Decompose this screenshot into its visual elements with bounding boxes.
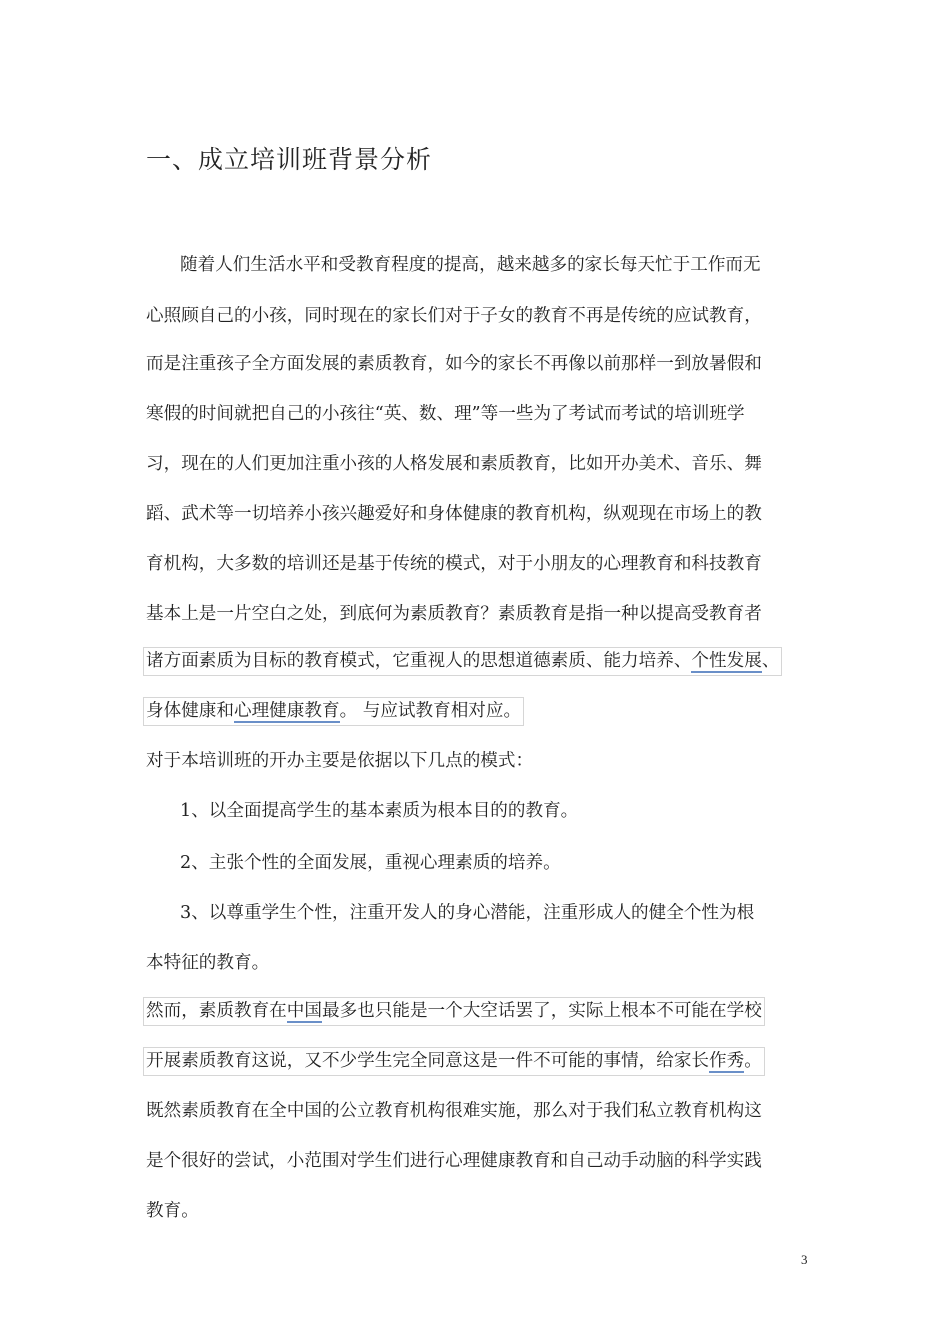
paragraph-line: 基本上是一片空白之处，到底何为素质教育？素质教育是指一种以提高受教育者 bbox=[146, 604, 762, 624]
paragraph-line: 是个很好的尝试，小范围对学生们进行心理健康教育和自己动手动脑的科学实践 bbox=[146, 1151, 762, 1171]
paragraph-line: 心照顾自己的小孩，同时现在的家长们对于子女的教育不再是传统的应试教育， bbox=[146, 306, 762, 326]
hyperlink-mental-health-education[interactable]: 心理健康教育 bbox=[233, 701, 340, 721]
paragraph-line: 随着人们生活水平和受教育程度的提高，越来越多的家长每天忙于工作而无 bbox=[180, 255, 761, 275]
hyperlink-personality-development[interactable]: 个性发展 bbox=[691, 651, 762, 671]
list-item-continuation: 本特征的教育。 bbox=[146, 953, 270, 973]
list-item: 2、主张个性的全面发展，重视心理素质的培养。 bbox=[180, 853, 561, 873]
hyperlink-china[interactable]: 中国 bbox=[286, 1001, 322, 1021]
paragraph-line: 蹈、武术等一切培养小孩兴趣爱好和身体健康的教育机构，纵观现在市场上的教 bbox=[146, 504, 762, 524]
paragraph-line: 育机构，大多数的培训还是基于传统的模式，对于小朋友的心理教育和科技教育 bbox=[146, 554, 762, 574]
paragraph-line: 既然素质教育在全中国的公立教育机构很难实施，那么对于我们私立教育机构这 bbox=[146, 1101, 762, 1121]
comment-highlight: 开展素质教育这说，又不少学生完全同意这是一件不可能的事情，给家长作秀。 bbox=[143, 1047, 765, 1076]
comment-highlight: 诸方面素质为目标的教育模式，它重视人的思想道德素质、能力培养、个性发展、 bbox=[143, 647, 782, 676]
paragraph-line bbox=[146, 650, 782, 672]
comment-highlight: 身体健康和心理健康教育。 与应试教育相对应。 bbox=[143, 697, 524, 726]
section-heading: 一、成立培训班背景分析 bbox=[146, 145, 433, 174]
paragraph-line bbox=[146, 700, 524, 722]
paragraph-line: 教育。 bbox=[146, 1201, 199, 1221]
list-item: 3、以尊重学生个性，注重开发人的身心潜能，注重形成人的健全个性为根 bbox=[180, 903, 755, 923]
list-item: 1、以全面提高学生的基本素质为根本目的的教育。 bbox=[180, 801, 579, 821]
paragraph-line: 习，现在的人们更加注重小孩的人格发展和素质教育，比如开办美术、音乐、舞 bbox=[146, 454, 762, 474]
hyperlink-show-off[interactable]: 作秀 bbox=[709, 1051, 745, 1071]
intro-line: 对于本培训班的开办主要是依据以下几点的模式： bbox=[146, 751, 534, 771]
page-number: 3 bbox=[801, 1252, 808, 1267]
paragraph-line: 而是注重孩子全方面发展的素质教育，如今的家长不再像以前那样一到放暑假和 bbox=[146, 354, 762, 374]
paragraph-line: 寒假的时间就把自己的小孩往“英、数、理”等一些为了考试而考试的培训班学 bbox=[146, 404, 745, 424]
paragraph-line bbox=[146, 1050, 765, 1072]
paragraph-line bbox=[146, 1000, 765, 1022]
comment-highlight: 然而，素质教育在中国最多也只能是一个大空话罢了，实际上根本不可能在学校 bbox=[143, 997, 765, 1026]
